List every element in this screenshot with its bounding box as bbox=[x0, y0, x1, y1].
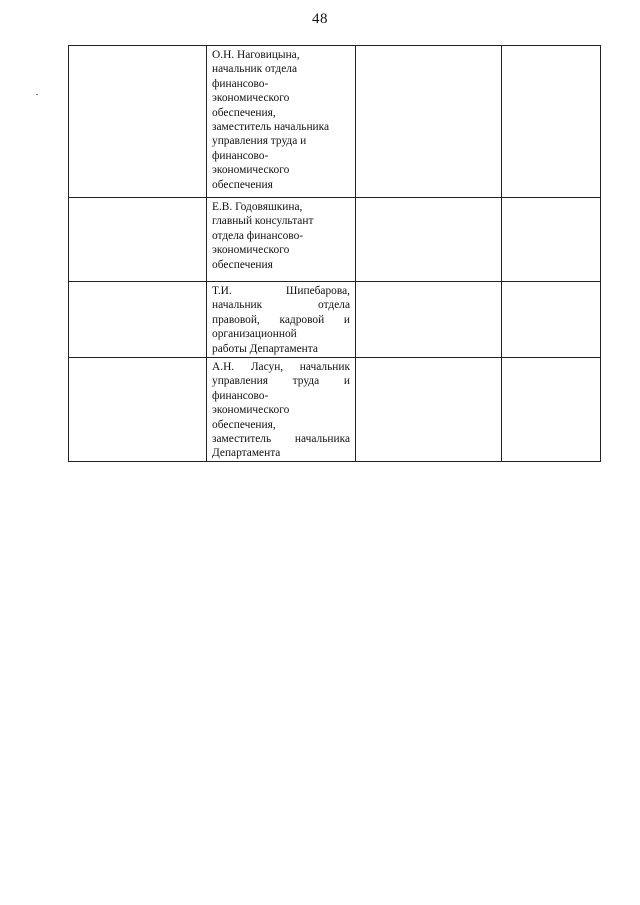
table-cell-person bbox=[207, 358, 356, 462]
table-row bbox=[69, 282, 601, 358]
cell-line: финансово- bbox=[212, 389, 269, 402]
cell-line: начальник отдела bbox=[212, 63, 297, 76]
page-number: 48 bbox=[312, 11, 328, 27]
cell-line: Департамента bbox=[212, 447, 281, 460]
cell-line: отдела финансово- bbox=[212, 229, 304, 242]
table-row bbox=[69, 358, 601, 462]
table-cell-person bbox=[207, 46, 356, 198]
cell-line: организационной bbox=[212, 328, 297, 341]
cell-line: экономического bbox=[212, 404, 290, 417]
responsible-persons-table bbox=[68, 45, 601, 462]
cell-line: обеспечения, bbox=[212, 106, 276, 119]
cell-line: О.Н. Наговицына, bbox=[212, 49, 300, 61]
cell-line: работы Департамента bbox=[212, 342, 318, 355]
cell-line: управления труда и bbox=[212, 135, 307, 148]
table-cell-person bbox=[207, 282, 356, 358]
cell-line: Е.В. Годовяшкина, bbox=[212, 201, 303, 213]
cell-line: главный консультант bbox=[212, 215, 314, 228]
cell-line: экономического bbox=[212, 244, 290, 257]
cell-line: Т.И. Шипебарова, bbox=[212, 285, 350, 297]
cell-line: экономического bbox=[212, 92, 290, 105]
table-cell-person bbox=[207, 198, 356, 282]
cell-line: обеспечения bbox=[212, 178, 273, 191]
table-row bbox=[69, 198, 601, 282]
table-cell-empty bbox=[502, 46, 601, 198]
cell-line: А.Н. Ласун, начальник bbox=[212, 361, 350, 373]
table-cell-empty bbox=[356, 358, 502, 462]
cell-line: управления труда и bbox=[212, 375, 350, 388]
table-cell-empty bbox=[502, 282, 601, 358]
margin-mark bbox=[36, 94, 38, 95]
table-cell-empty bbox=[356, 46, 502, 198]
table-row bbox=[69, 46, 601, 198]
cell-line: правовой, кадровой и bbox=[212, 313, 350, 326]
cell-line: обеспечения bbox=[212, 258, 273, 271]
cell-line: обеспечения, bbox=[212, 418, 276, 431]
table-cell-empty bbox=[69, 282, 207, 358]
table-cell-empty bbox=[356, 198, 502, 282]
table-cell-empty bbox=[69, 46, 207, 198]
table-cell-empty bbox=[356, 282, 502, 358]
table-cell-empty bbox=[502, 198, 601, 282]
table-cell-empty bbox=[502, 358, 601, 462]
cell-line: начальник отдела bbox=[212, 299, 350, 312]
cell-line: экономического bbox=[212, 164, 290, 177]
table-cell-empty bbox=[69, 358, 207, 462]
cell-line: финансово- bbox=[212, 149, 269, 162]
table-cell-empty bbox=[69, 198, 207, 282]
cell-line: заместитель начальника bbox=[212, 121, 330, 134]
cell-line: финансово- bbox=[212, 77, 269, 90]
cell-line: заместитель начальника bbox=[212, 433, 350, 446]
